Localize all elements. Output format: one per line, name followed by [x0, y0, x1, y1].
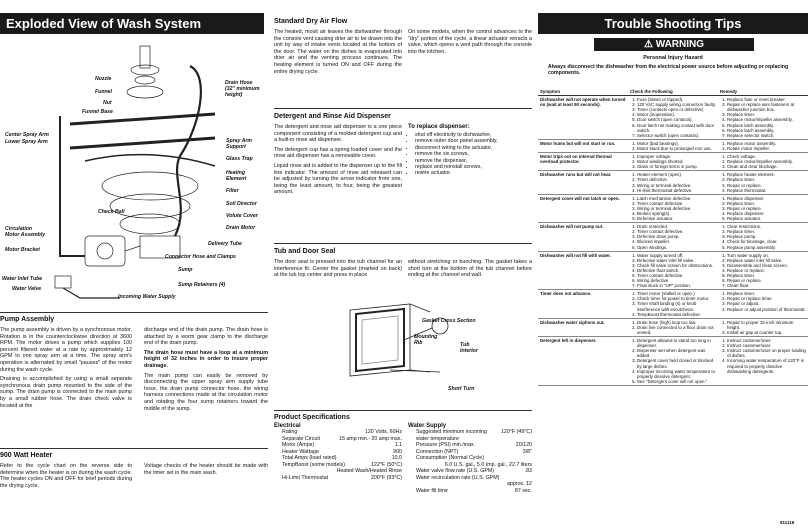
list-item: 1. Repair to proper 32-inch minimum height.	[727, 320, 806, 330]
spec-value: 122°F (50°C)	[370, 461, 402, 468]
troubleshoot-table-wrap	[538, 88, 808, 386]
detergent-p1: The detergent and rinse aid dispenser is a one piece component consisting of a molded detergent cup and a built-in rinse aid dispenser.	[274, 124, 402, 144]
divider	[0, 312, 268, 313]
divider	[0, 448, 268, 449]
electrical-specs	[274, 423, 402, 481]
list-item: 6. Repair or replace.	[727, 278, 806, 283]
remedy-cell	[718, 318, 808, 336]
check-cell	[628, 171, 718, 194]
spec-label: Consumption (Normal Cycle)	[416, 455, 484, 461]
troubleshoot-body	[538, 96, 808, 386]
spec-value: 900	[393, 448, 402, 455]
list-item: 2. Defective water inlet fill valve.	[637, 258, 716, 263]
detergent-p3: Liquid rinse aid is added to the dispenser up to the fill line indicator. The amount of rinse aid released can be adjusted by turning the arrow indicator from one, being the least amount, to four, being the greatest amount.	[274, 162, 402, 196]
spec-label: Hi-Limit Thermostat	[282, 474, 329, 481]
tub-door-p1: The door seal is pressed into the tub channel for an interference fit. Center the gasket (marked on back) at the tub top center and press in place	[274, 259, 402, 279]
spec-value: 200°F (93°C)	[370, 474, 402, 481]
label-check-ball: Check Ball	[98, 209, 125, 215]
hazard-text: Personal Injury Hazard	[643, 55, 703, 61]
list-item: 1. Replace motor assembly.	[727, 141, 806, 146]
list-item: 1. Drain restricted.	[637, 224, 716, 229]
list-item: 4. Broken spring(s).	[637, 211, 716, 216]
check-cell	[628, 96, 718, 140]
label-soil-director: Soil Director	[226, 201, 257, 207]
list-item: 5. Defective actuator.	[637, 216, 716, 221]
list-item: 1. Latch mechanism defective.	[637, 196, 716, 201]
list-item: 5. Replace latch assembly.	[727, 123, 806, 128]
right-banner: Trouble Shooting Tips	[538, 13, 808, 34]
remedy-cell	[718, 223, 808, 251]
check-list	[630, 224, 716, 249]
heater-title: 900 Watt Heater	[0, 452, 53, 459]
list-item: 2. 120 VAC supply wiring connection faulty.	[637, 102, 716, 107]
spec-value: 120 Volts, 60Hz	[364, 429, 402, 435]
remedy-list	[720, 196, 806, 221]
remedy-list	[720, 338, 806, 374]
label-circulation-motor: Circulation Motor Assembly	[5, 226, 46, 238]
check-cell	[628, 194, 718, 222]
spec-label: TempBoost (some models)	[282, 461, 345, 468]
label-water-valve: Water Valve	[12, 286, 42, 292]
list-item: 1. Replace heater element.	[727, 172, 806, 177]
label-lower-spray-arm: Lower Spray Arm	[5, 139, 48, 145]
remedy-cell	[718, 337, 808, 386]
check-cell	[628, 337, 718, 386]
list-item: • shut off electricity to dishwasher,	[415, 132, 532, 138]
part-number: 911116	[780, 520, 795, 525]
label-funnel: Funnel	[95, 89, 113, 95]
remedy-cell	[718, 96, 808, 140]
label-connector-hose: Connector Hose and Clamps	[165, 254, 236, 260]
table-row	[538, 171, 808, 194]
detergent-col-2	[408, 124, 532, 177]
check-list	[630, 154, 716, 169]
list-item: 3. Timer (contacts open or defective)	[637, 107, 716, 112]
spec-row	[274, 475, 402, 482]
spec-label: Total Amps (load rated)	[282, 455, 337, 461]
list-item: 2. Replace timer.	[727, 177, 806, 182]
list-item: • remove outer door panel assembly,	[415, 138, 532, 144]
standard-dry-p2: On some models, when the control advances to the "dry" portion of the cycle, a linear actuator retracts a valve, which opens a vent path through the console into the kitchen.	[408, 29, 532, 55]
list-item: 4. TempBoost thermostat defective.	[637, 312, 716, 317]
list-item: 7. Replace selector switch.	[727, 133, 806, 138]
remedy-list	[720, 141, 806, 151]
check-cell	[628, 139, 718, 152]
pump-col-2	[144, 327, 268, 412]
spec-value: .83	[524, 468, 532, 474]
list-item: 1. Water supply turned off.	[637, 253, 716, 258]
list-item: 2. Replace timer.	[727, 229, 806, 234]
spec-label: Pressure (PSI) min./max.	[416, 442, 476, 448]
list-item: 4. Replace thermostat.	[727, 188, 806, 193]
table-row	[538, 337, 808, 386]
list-item: 2. Replace timer.	[727, 201, 806, 206]
list-item: • remove the six screws,	[415, 151, 532, 157]
left-banner: Exploded View of Wash System	[0, 13, 264, 34]
list-item: 5. See "Detergent cover will not open."	[637, 379, 716, 384]
list-item: 5. Replace actuator.	[727, 216, 806, 221]
list-item: 2. Check timer for power to timer motor.	[637, 296, 716, 301]
list-item: 5. Door switch (open contacts).	[637, 117, 716, 122]
symptom-cell: Dishwasher will not operate when turned on (wait at least 90 seconds).	[538, 96, 628, 140]
list-item: 4. Replace dispenser.	[727, 211, 806, 216]
label-sump-retainers: Sump Retainers (4)	[178, 282, 226, 288]
list-item: 2. Drain line connected to a floor drain not vented.	[637, 325, 716, 335]
table-row	[538, 223, 808, 251]
list-item: 7. Clean float.	[727, 283, 806, 288]
label-drain-hose: Drain Hose (32" minimum height)	[225, 80, 260, 98]
list-item: 4. Check for blockage, clear.	[727, 239, 806, 244]
list-item: 3. Timer shaft binding (s) or knob interference with escutcheon.	[637, 301, 716, 311]
list-item: 2. Replace water inlet fill valve.	[727, 258, 806, 263]
list-item: 2. Repair or replace timer.	[727, 296, 806, 301]
spec-row	[408, 429, 532, 442]
pump-p1: The pump assembly is driven by a synchronous motor. Rotation is in the counterclockwise direction at 3600 RPM. The motor drives a pump which supplies 100 percent filtered water at a rate by approximately 12 GPM to one spray arm at a time. The spray arm's operation is alternated by small "pauses" of the motor during the wash cycle.	[0, 327, 132, 373]
check-list	[630, 141, 716, 151]
spec-value: 120°F (49°C)	[500, 429, 532, 435]
list-item: 1. Drain hose (high) loop too low.	[637, 320, 716, 325]
label-motor-bracket: Motor Bracket	[5, 247, 40, 253]
remedy-list	[720, 320, 806, 335]
remedy-list	[720, 154, 806, 169]
spec-label: Motor (Amps)	[282, 442, 315, 448]
label-nozzle: Nozzle	[95, 76, 112, 82]
list-item: 4. Replace motor/impeller assembly.	[727, 117, 806, 122]
warning-notice: Always disconnect the dishwasher from the electrical power source before adjusting or replacing components.	[548, 64, 789, 77]
pump-title: Pump Assembly	[0, 316, 55, 323]
label-delivery-tube: Delivery Tube	[208, 241, 242, 247]
tub-door-title: Tub and Door Seal	[274, 248, 336, 255]
list-item: 2. Dispenser wet when detergent was added.	[637, 348, 716, 358]
list-item: 3. Replace pump.	[727, 234, 806, 239]
list-item: 2. Replace motor/impeller assembly.	[727, 159, 806, 164]
label-volute-cover: Volute Cover	[226, 213, 258, 219]
check-list	[630, 172, 716, 192]
check-list	[630, 291, 716, 316]
list-item: 2. Timer contact defective.	[637, 229, 716, 234]
remedy-list	[720, 97, 806, 138]
list-item: 1. Turn water supply on.	[727, 253, 806, 258]
remedy-list	[720, 224, 806, 249]
water-title: Water Supply	[408, 423, 447, 429]
pump-col-1	[0, 327, 132, 409]
label-nut: Nut	[103, 100, 112, 106]
spec-value: Heated Wash/Heated Rinse	[336, 468, 402, 474]
list-item: 6. Replace latch assembly.	[727, 128, 806, 133]
warning-triangle-icon: ⚠	[643, 39, 656, 50]
list-item: 7. Selector switch (open contacts).	[637, 133, 716, 138]
label-mounting-rib: Mounting Rib	[414, 334, 438, 346]
list-item: 4. Motor (inoperative).	[637, 112, 716, 117]
pump-p2: Draining is accomplished by using a small separate synchronous drain pump mounted to the side of the sump. The drain pump is connected to the main pump by a small rubber hose. The drain check valve is located at the	[0, 376, 132, 409]
list-item: 2. Install air gap at counter top.	[727, 330, 806, 335]
list-item: 5. Replace timer.	[727, 273, 806, 278]
list-item: 4. Blocked impeller.	[637, 239, 716, 244]
list-item: 2. Repair or replace wire fasteners at dishwasher junction box.	[727, 102, 806, 112]
tub-door-p2: without stretching or bunching. The gasket takes a short turn at the bottom of the tub channel before ending at the channel end wall.	[408, 259, 532, 279]
list-item: 6. Door latch not making contact with door switch.	[637, 123, 716, 133]
label-tub-interior: Tub Interior	[460, 342, 478, 354]
check-cell	[628, 153, 718, 171]
list-item: 4. Improper incoming water temperature to properly dissolve detergent.	[637, 369, 716, 379]
spec-label: Rating	[282, 429, 298, 435]
label-filter: Filter	[226, 188, 239, 194]
label-drain-motor: Drain Motor	[226, 225, 256, 231]
label-gasket-cross: Gasket Cross Section	[422, 318, 476, 324]
table-row	[538, 194, 808, 222]
table-row	[538, 290, 808, 318]
water-specs	[408, 423, 532, 494]
remedy-cell	[718, 251, 808, 290]
spec-row	[408, 488, 532, 495]
list-item: 3. Repair or replace.	[727, 206, 806, 211]
spec-value: 20/120	[515, 442, 532, 448]
table-row	[538, 139, 808, 152]
heater-p1: Refer to the cycle chart on the reverse side to determine when the heater is on during the wash cycle. The heater cycles ON and OFF for brief periods during the drying cycle.	[0, 463, 132, 489]
check-cell	[628, 318, 718, 336]
list-item: 1. Instruct customer/user.	[727, 338, 806, 343]
symptom-cell: Timer does not advance.	[538, 290, 628, 318]
spec-value: 6.0 U.S. gal., 5.0 Imp. gal., 22.7 liters	[444, 461, 532, 468]
list-item: 1. Heater element (open).	[637, 172, 716, 177]
column-header: Check the Following	[628, 88, 718, 96]
list-item: 7. Float stuck in "UP" position.	[637, 283, 716, 288]
spec-label: Water valve flow rate (U.S. GPM)	[416, 468, 495, 474]
list-item: 1. Replace fuse or reset breaker.	[727, 97, 806, 102]
remedy-list	[720, 291, 806, 311]
table-row	[538, 96, 808, 140]
spec-label: Heater Wattage	[282, 448, 319, 455]
table-row	[538, 153, 808, 171]
spec-label: Separate Circuit	[282, 435, 320, 442]
list-item: 2. Timer contact defective.	[637, 201, 716, 206]
list-item: 3. Defective drain pump.	[637, 234, 716, 239]
detergent-title: Detergent and Rinse Aid Dispenser	[274, 113, 391, 120]
symptom-cell: Dishwasher will not pump out.	[538, 223, 628, 251]
list-item: 5. Timer contact defective.	[637, 273, 716, 278]
replace-dispenser-steps	[408, 132, 532, 177]
list-item: 6. Wiring defective.	[637, 278, 716, 283]
symptom-cell: Dishwasher runs but will not heat.	[538, 171, 628, 194]
remedy-cell	[718, 194, 808, 222]
standard-dry-title: Standard Dry Air Flow	[274, 18, 348, 25]
list-item: 4. Replace or replace.	[727, 268, 806, 273]
check-list	[630, 338, 716, 384]
label-funnel-base: Funnel Base	[82, 109, 113, 115]
list-item: 5. Open windings.	[637, 245, 716, 250]
check-list	[630, 97, 716, 138]
check-list	[630, 253, 716, 289]
divider	[274, 410, 532, 411]
label-spray-arm-support: Spray Arm Support	[226, 138, 253, 150]
pump-p5: The main pump can easily be removed by disconnecting the upper spray arm supply tube hose, the drain pump connector hose, the wiring harness connections made at the circulation motor and rotating the four sump retainers toward the middle of the sump.	[144, 372, 268, 412]
symptom-cell: Motor trips out on internal thermal overload protector.	[538, 153, 628, 171]
check-list	[630, 320, 716, 335]
remedy-cell	[718, 290, 808, 318]
list-item: 3. Check fill valve screen for obstructions.	[637, 263, 716, 268]
list-item: 1. Replace dispenser.	[727, 196, 806, 201]
list-item: 1. Clear restrictions.	[727, 224, 806, 229]
list-item: 4. Replace or adjust position of thermostat.	[727, 307, 806, 312]
list-item: 3. Wiring or terminal defective.	[637, 183, 716, 188]
warning-badge	[594, 38, 754, 51]
divider	[274, 243, 532, 244]
list-item: 2. Rotate motor impeller.	[727, 146, 806, 151]
label-glass-trap: Glass Trap	[226, 156, 253, 162]
spec-value: 15 amp min.- 20 amp max.	[339, 435, 402, 442]
list-item: • remove the dispenser,	[415, 158, 532, 164]
list-item: 1. Detergent allowed to stand too long in dispenser.	[637, 338, 716, 348]
spec-value: 3/8"	[522, 448, 532, 455]
divider	[274, 108, 532, 109]
specs-title: Product Specifications	[274, 414, 350, 421]
column-header: Remedy	[718, 88, 808, 96]
list-item: 3. Replace timer.	[727, 112, 806, 117]
list-item: 2. Instruct customer/user.	[727, 343, 806, 348]
label-heating-element: Heating Element	[226, 170, 247, 182]
list-item: • disconnect wiring to the actuator,	[415, 145, 532, 151]
symptom-cell: Detergent left in dispenser.	[538, 337, 628, 386]
symptom-cell: Detergent cover will not latch or open.	[538, 194, 628, 222]
spec-label: Water recirculation rate (U.S. GPM)	[416, 474, 500, 481]
list-item: 3. Instruct customer/user on proper loading of dishes.	[727, 348, 806, 358]
spec-value: 10.0	[391, 455, 402, 461]
pump-p3: discharge end of the drain pump. The drain hose is attached by a worm gear clamp to the discharge end of the drain pump.	[144, 327, 268, 347]
warning-block	[594, 38, 754, 51]
spec-label: Water fill time	[416, 487, 448, 494]
label-center-spray-arm: Center Spray Arm	[5, 132, 49, 138]
list-item: 1. Replace timer.	[727, 291, 806, 296]
list-item: 4. Incoming water temperature of 120°F is required to properly dissolve dishwashing detergents.	[727, 358, 806, 373]
label-sump: Sump	[178, 267, 193, 273]
list-item: 1. Check voltage.	[727, 154, 806, 159]
list-item: • replace and reinstall screws,	[415, 164, 532, 170]
warning-label: WARNING	[655, 39, 705, 50]
exploded-diagram	[0, 36, 268, 304]
list-item: 3. Repair or adjust.	[727, 301, 806, 306]
list-item: 3. Glass or foreign items in pump.	[637, 164, 716, 169]
list-item: 5. Replace pump assembly.	[727, 245, 806, 250]
list-item: 1. Improper voltage.	[637, 154, 716, 159]
remedy-cell	[718, 153, 808, 171]
remedy-cell	[718, 171, 808, 194]
spec-value: 1.1	[394, 442, 402, 448]
list-item: 3. Clean and clear blockage.	[727, 164, 806, 169]
check-list	[630, 196, 716, 221]
troubleshoot-table	[538, 88, 808, 386]
electrical-title: Electrical	[274, 423, 301, 429]
list-item: • rewire actuator.	[415, 170, 532, 176]
detergent-p2: The detergent cup has a spring loaded cover and the rinse aid dispenser has a removable cover.	[274, 146, 402, 160]
door-seal-diagram	[330, 300, 510, 392]
symptom-cell: Motor hums but will not start or run.	[538, 139, 628, 152]
remedy-list	[720, 172, 806, 192]
label-short-turn: Short Turn	[448, 386, 475, 392]
list-item: 1. Timer motor (stalled or open.)	[637, 291, 716, 296]
pump-p4: The drain hose must have a loop at a minimum height of 32 inches in order to insure proper drainage.	[144, 349, 268, 369]
column-header: Symptom	[538, 88, 628, 96]
replace-dispenser-title: To replace dispenser:	[408, 124, 470, 130]
table-row	[538, 318, 808, 336]
list-item: 4. Defective float switch.	[637, 268, 716, 273]
list-item: 2. Motor windings shorted.	[637, 159, 716, 164]
symptom-cell: Dishwasher will not fill with water.	[538, 251, 628, 290]
list-item: 2. Timer defective.	[637, 177, 716, 182]
spec-value: approx. 12	[506, 481, 532, 487]
symptom-cell: Dishwasher water siphons out.	[538, 318, 628, 336]
list-item: 1. Fuse (blown or tripped).	[637, 97, 716, 102]
list-item: 3. Repair or replace.	[727, 183, 806, 188]
remedy-cell	[718, 139, 808, 152]
remedy-list	[720, 253, 806, 289]
detergent-col-1	[274, 124, 402, 196]
spec-label: Connection (NPT)	[416, 448, 459, 455]
label-incoming-water: Incoming Water Supply	[118, 294, 176, 300]
table-row	[538, 251, 808, 290]
list-item: 3. Disassemble and clean screen.	[727, 263, 806, 268]
label-water-inlet-tube: Water Inlet Tube	[2, 276, 43, 282]
check-cell	[628, 290, 718, 318]
heater-p2: Voltage checks of the heater should be made with the timer set in the main wash.	[144, 463, 268, 476]
list-item: 2. Motor stuck due to prolonged non use.	[637, 146, 716, 151]
spec-label: Suggested minimum incoming water temperature	[416, 429, 487, 442]
check-cell	[628, 251, 718, 290]
check-cell	[628, 223, 718, 251]
spec-value: 87 sec.	[514, 487, 532, 494]
list-item: 1. Motor (bad bearings).	[637, 141, 716, 146]
list-item: 4. Hi-limit thermostat defective.	[637, 188, 716, 193]
list-item: 3. Wiring or terminal defective.	[637, 206, 716, 211]
standard-dry-p1: The heated, moist air leaves the dishwasher through the console vent causing drier air to be drawn into the unit by way of intake vents located at the bottom of the door. The water on the dishes is evaporated into drier air and the venting process continues. The heating element is turned ON and OFF during the entire drying cycle.	[274, 29, 402, 75]
list-item: 3. Detergent cover held closed or blocked by large dishes.	[637, 358, 716, 368]
